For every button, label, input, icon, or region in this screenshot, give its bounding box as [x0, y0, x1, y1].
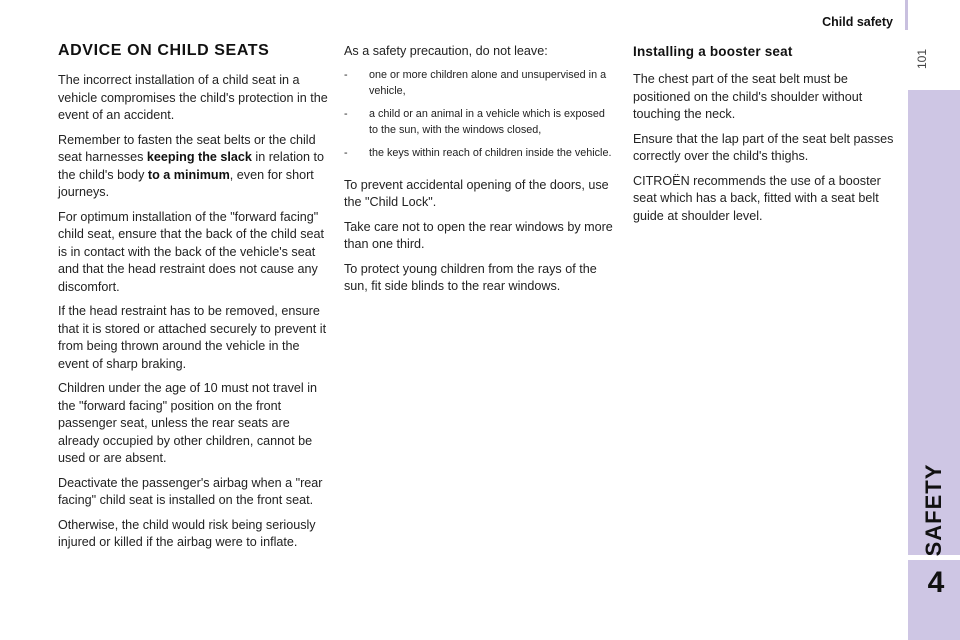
chapter-tab [905, 0, 960, 640]
advice-paragraph-4: If the head restraint has to be removed, ensure that it is stored or attached securely to prevent it from being thrown around the vehicle in the event of sharp braking. [58, 304, 327, 371]
p2-bold-slack: keeping the slack [146, 150, 252, 164]
advice-paragraph-2 [58, 132, 330, 202]
p2-text-e: , even for short journeys. [58, 167, 314, 199]
booster-paragraph-3: CITROËN recommends the use of a booster seat which has a back, fitted with a seat belt guide at shoulder level. [633, 173, 881, 223]
precaution-paragraph-3: To protect young children from the rays of the sun, fit side blinds to the rear windows. [344, 261, 597, 293]
p2-text-a: Remember to fasten the seat belts or the child seat harnesses [58, 132, 316, 164]
list-item-text: one or more children alone and unsupervised in a vehicle, [369, 68, 607, 97]
advice-paragraph-1: The incorrect installation of a child seat in a vehicle compromises the child's protection in the event of an accident. [58, 73, 328, 122]
booster-heading: Installing a booster seat [633, 44, 793, 59]
advice-paragraph-7: Otherwise, the child would risk being seriously injured or killed if the airbag were to inflate. [58, 517, 316, 549]
precaution-intro: As a safety precaution, do not leave: [344, 44, 548, 58]
precaution-paragraph-1: To prevent accidental opening of the doors, use the "Child Lock". [344, 177, 609, 209]
tab-top-accent [905, 0, 908, 30]
section-title: Child safety [822, 15, 893, 29]
chapter-number: 4 [927, 566, 945, 599]
p2-text-c: in relation to the child's body [58, 150, 325, 182]
chapter-label-text: SAFETY [921, 463, 946, 557]
list-item: - the keys within reach of children inside the vehicle. [344, 146, 612, 159]
advice-paragraph-5: Children under the age of 10 must not travel in the "forward facing" position on the front passenger seat, unless the rear seats are already occupied by other children, cannot be used or are absent. [58, 381, 318, 465]
list-item-text: a child or an animal in a vehicle which is exposed to the sun, with the windows closed, [369, 107, 605, 136]
page-header [0, 0, 900, 30]
page-number-text: 101 [915, 48, 929, 70]
list-item: - a child or an animal in a vehicle which is exposed to the sun, with the windows closed, [344, 107, 605, 136]
page-number [906, 38, 938, 78]
column-precautions [344, 40, 616, 303]
chapter-label [911, 463, 957, 557]
precaution-paragraph-2: Take care not to open the rear windows by more than one third. [344, 219, 613, 251]
p2-bold-minimum: to a minimum [147, 167, 230, 182]
column-booster [633, 40, 905, 232]
precaution-list [344, 67, 616, 161]
booster-paragraph-1: The chest part of the seat belt must be positioned on the child's shoulder without touching the neck. [633, 72, 863, 121]
list-item-text: the keys within reach of children inside the vehicle. [369, 146, 612, 159]
advice-heading: ADVICE ON CHILD SEATS [58, 42, 270, 59]
advice-paragraph-6: Deactivate the passenger's airbag when a "rear facing" child seat is installed on the front seat. [58, 475, 323, 507]
list-item: - one or more children alone and unsupervised in a vehicle, [344, 68, 607, 97]
column-advice [58, 40, 330, 559]
booster-paragraph-2: Ensure that the lap part of the seat belt passes correctly over the child's thighs. [633, 131, 894, 163]
advice-paragraph-3: For optimum installation of the "forward facing" child seat, ensure that the back of the child seat is in contact with the back of the vehicle's seat and that the head restraint does not cause any discomfort. [58, 209, 325, 294]
